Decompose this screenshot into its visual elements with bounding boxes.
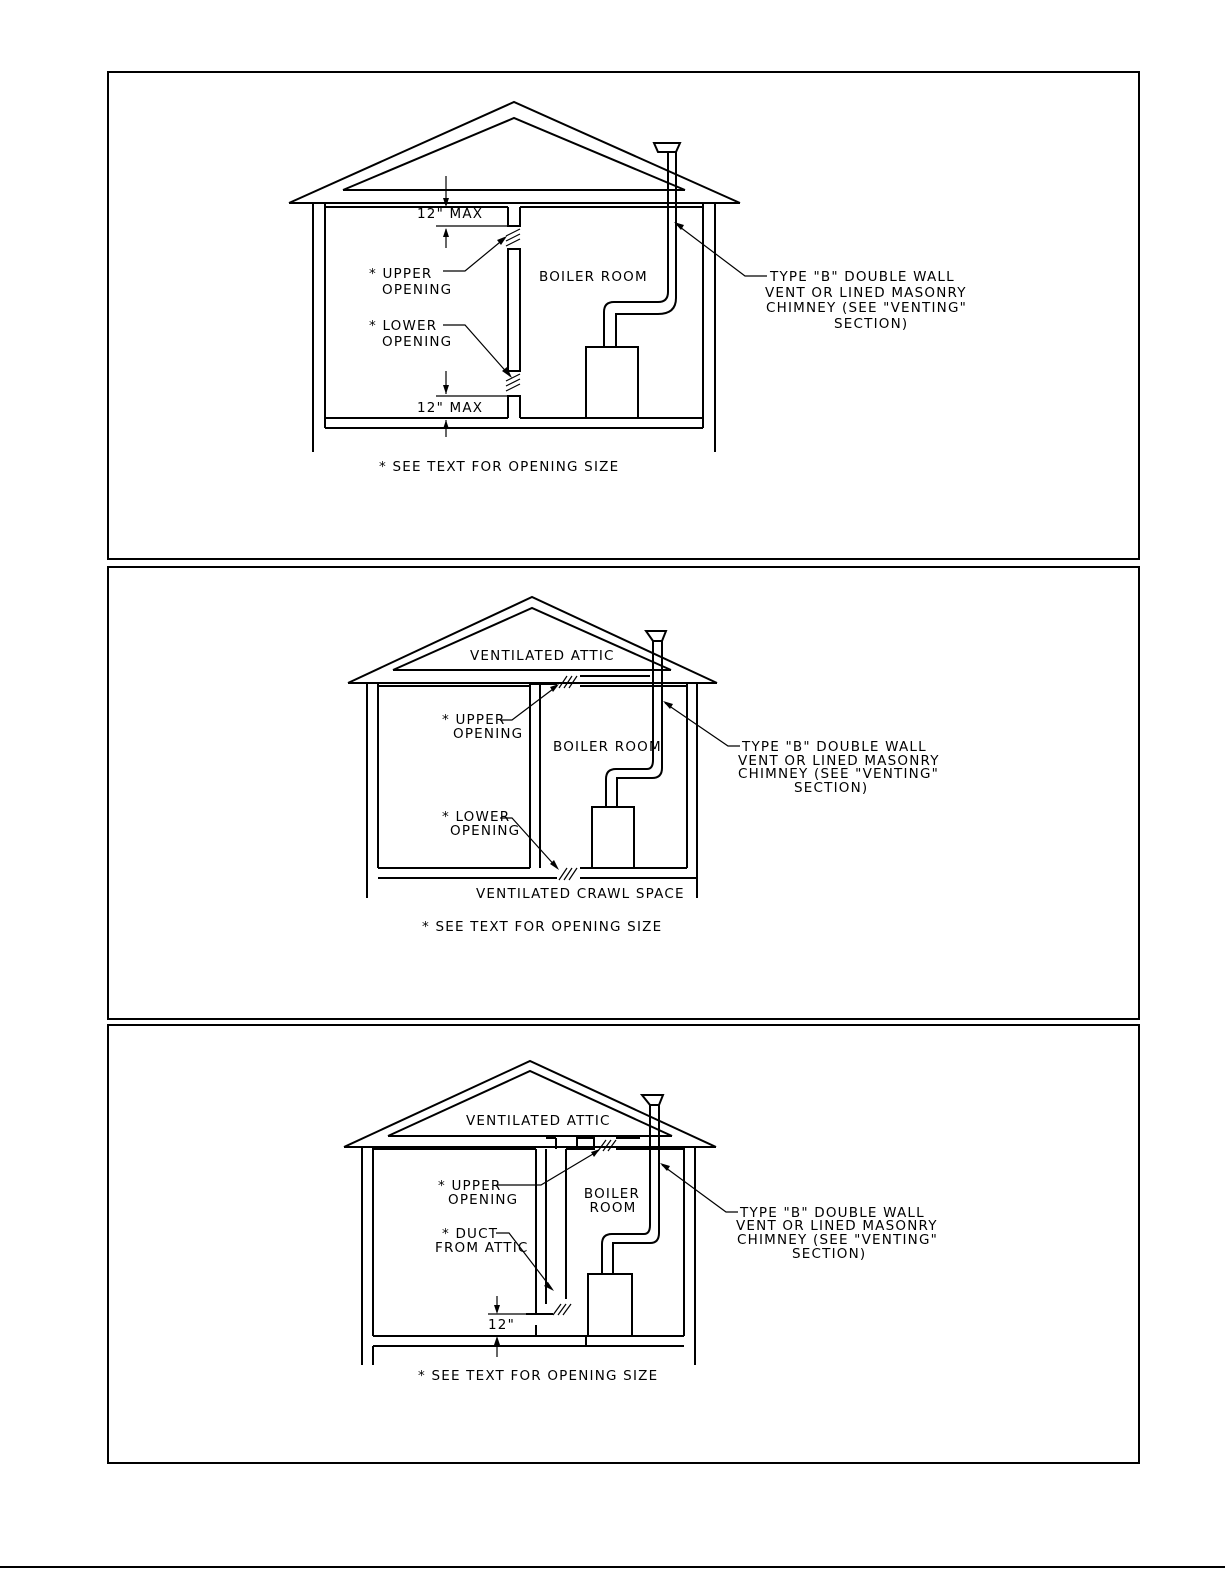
vent-label-4: SECTION) — [834, 316, 909, 332]
attic-label: VENTILATED ATTIC — [470, 648, 615, 664]
panel-3-house — [344, 1061, 738, 1365]
duct-label-2: FROM ATTIC — [435, 1240, 529, 1256]
vent-label-1: TYPE "B" DOUBLE WALL — [742, 739, 927, 755]
panel-1 — [108, 72, 1139, 559]
boiler — [586, 347, 638, 418]
upper-opening-label-2: OPENING — [382, 282, 453, 298]
vent-cap — [642, 1095, 663, 1105]
upper-opening-label-2: OPENING — [448, 1192, 519, 1208]
boiler-room-label: BOILER ROOM — [539, 269, 648, 285]
lower-opening-label-1: * LOWER — [369, 318, 438, 334]
vent-label-4: SECTION) — [794, 780, 869, 796]
boiler — [588, 1274, 632, 1336]
vent-label-3: CHIMNEY (SEE "VENTING" — [737, 1232, 939, 1248]
vent-cap — [654, 143, 680, 152]
vent-label-3: CHIMNEY (SEE "VENTING" — [766, 300, 968, 316]
boiler-room-label-2: ROOM — [589, 1200, 637, 1216]
upper-opening-label-1: * UPPER — [369, 266, 433, 282]
vent-label-2: VENT OR LINED MASONRY — [738, 753, 940, 769]
dim-bottom-label: 12" MAX — [417, 400, 484, 416]
panel-2 — [108, 567, 1139, 1019]
panel-2-labels — [422, 648, 940, 935]
vent-label-2: VENT OR LINED MASONRY — [736, 1218, 938, 1234]
panel-1-frame — [108, 72, 1139, 559]
lower-opening-label-1: * LOWER — [442, 809, 511, 825]
boiler-room-label-1: BOILER — [583, 1186, 641, 1202]
duct-label-1: * DUCT — [442, 1226, 499, 1242]
upper-opening-label-1: * UPPER — [442, 712, 506, 728]
dim-label: 12" — [488, 1317, 515, 1333]
lower-opening-label-2: OPENING — [450, 823, 521, 839]
opening-size-note: * SEE TEXT FOR OPENING SIZE — [418, 1368, 659, 1384]
upper-opening-label-2: OPENING — [453, 726, 524, 742]
panel-3 — [108, 1025, 1139, 1463]
boiler — [592, 807, 634, 868]
opening-size-note: * SEE TEXT FOR OPENING SIZE — [422, 919, 663, 935]
panel-2-frame — [108, 567, 1139, 1019]
dim-top-label: 12" MAX — [417, 206, 484, 222]
upper-opening-label-1: * UPPER — [438, 1178, 502, 1194]
vent-label-1: TYPE "B" DOUBLE WALL — [740, 1205, 925, 1221]
panel-1-house — [289, 102, 767, 452]
panel-2-house — [348, 597, 740, 898]
lower-opening-label-2: OPENING — [382, 334, 453, 350]
vent-label-4: SECTION) — [792, 1246, 867, 1262]
vent-label-2: VENT OR LINED MASONRY — [765, 285, 967, 301]
attic-label: VENTILATED ATTIC — [466, 1113, 611, 1129]
vent-label-3: CHIMNEY (SEE "VENTING" — [738, 766, 940, 782]
vent-cap — [646, 631, 666, 641]
opening-size-note: * SEE TEXT FOR OPENING SIZE — [379, 459, 620, 475]
boiler-room-label: BOILER ROOM — [553, 739, 662, 755]
vent-label-1: TYPE "B" DOUBLE WALL — [770, 269, 955, 285]
crawl-space-label: VENTILATED CRAWL SPACE — [476, 886, 685, 902]
